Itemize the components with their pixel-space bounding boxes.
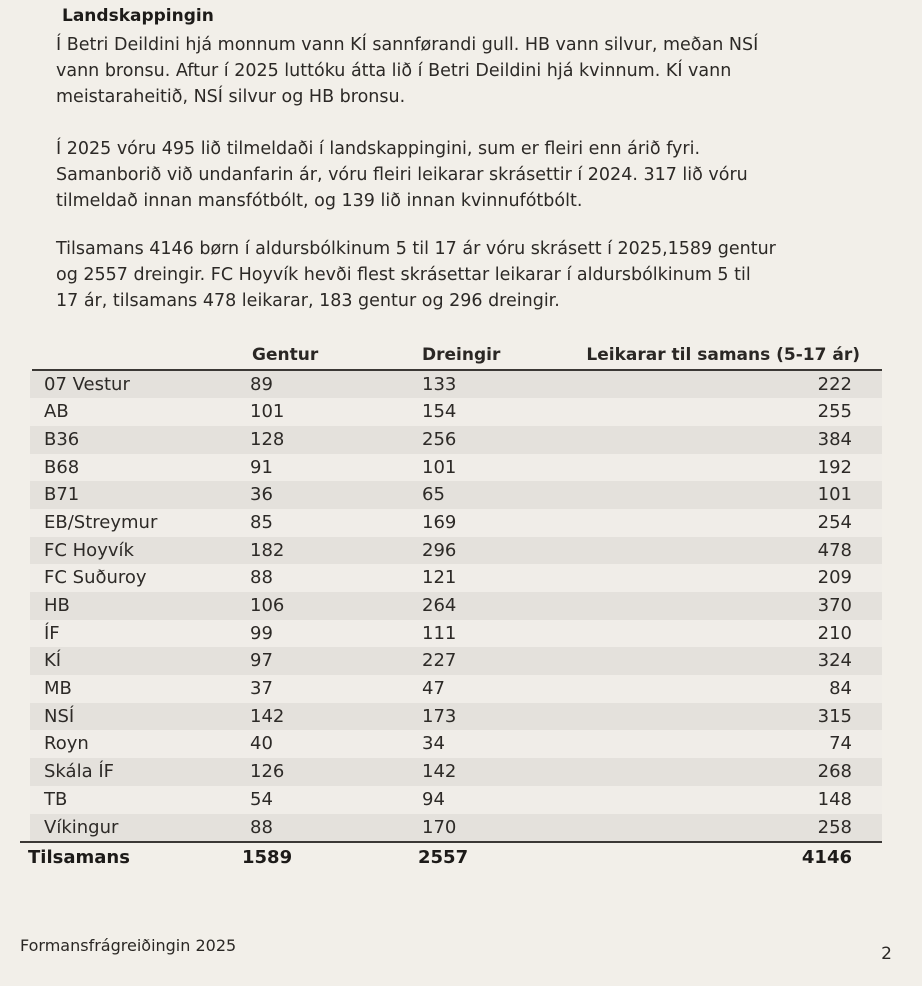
boys-count: 256: [422, 428, 457, 450]
girls-count: 99: [250, 622, 273, 644]
table-row: [30, 454, 882, 482]
boys-count: 227: [422, 650, 457, 672]
players-table: [30, 343, 882, 873]
table-row: [30, 592, 882, 620]
total-count: 192: [817, 456, 852, 478]
boys-count: 142: [422, 761, 457, 783]
table-row: [30, 537, 882, 565]
boys-count: 47: [422, 678, 445, 700]
club-name: FC Hoyvík: [44, 539, 134, 561]
girls-count: 101: [250, 401, 285, 423]
total-label: Tilsamans: [28, 846, 130, 868]
girls-count: 142: [250, 705, 285, 727]
girls-count: 91: [250, 456, 273, 478]
girls-count: 106: [250, 595, 285, 616]
paragraph-line: Tilsamans 4146 børn í aldursbólkinum 5 til 17 ár vóru skrásett í 2025,1589 gentur: [56, 239, 776, 259]
club-name: B71: [44, 484, 80, 506]
girls-count: 88: [250, 816, 273, 838]
total-count: 315: [817, 705, 852, 727]
club-name: HB: [44, 595, 70, 616]
table-row: [30, 564, 882, 592]
club-name: Víkingur: [44, 816, 119, 838]
club-name: AB: [44, 401, 69, 423]
boys-count: 94: [422, 788, 445, 810]
girls-count: 85: [250, 511, 273, 533]
total-count: 84: [829, 678, 852, 700]
total-count: 324: [817, 650, 852, 672]
paragraph-league-results: [56, 32, 876, 110]
table-row: [30, 647, 882, 675]
club-name: MB: [44, 678, 72, 700]
club-name: 07 Vestur: [44, 373, 130, 395]
girls-count: 37: [250, 678, 273, 700]
total-count: 210: [817, 622, 852, 644]
table-row: [30, 814, 882, 842]
paragraph-line: vann bronsu. Aftur í 2025 luttóku átta lið í Betri Deildini hjá kvinnum. KÍ vann: [56, 61, 732, 81]
table-total-row: [30, 843, 882, 873]
paragraph-line: tilmeldað innan mansfótbólt, og 139 lið innan kvinnufótbólt.: [56, 191, 583, 211]
club-name: Skála ÍF: [44, 761, 114, 783]
total-players: 4146: [801, 846, 852, 868]
club-name: TB: [44, 788, 68, 810]
total-count: 222: [817, 373, 852, 395]
boys-count: 169: [422, 511, 457, 533]
total-count: 478: [817, 539, 852, 561]
section-heading: Landskappingin: [62, 6, 214, 26]
total-count: 268: [817, 761, 852, 783]
boys-count: 296: [422, 539, 457, 561]
boys-count: 154: [422, 401, 457, 423]
table-row: [30, 398, 882, 426]
girls-count: 40: [250, 733, 273, 755]
girls-count: 89: [250, 373, 273, 395]
total-count: 370: [817, 595, 852, 616]
total-girls: 1589: [242, 846, 293, 868]
girls-count: 36: [250, 484, 273, 506]
total-count: 209: [817, 567, 852, 589]
girls-count: 126: [250, 761, 285, 783]
boys-count: 133: [422, 373, 457, 395]
paragraph-line: 17 ár, tilsamans 478 leikarar, 183 gentur og 296 dreingir.: [56, 291, 560, 311]
boys-count: 264: [422, 595, 457, 616]
total-count: 384: [817, 428, 852, 450]
table-row: [30, 371, 882, 399]
table-row: [30, 758, 882, 786]
table-body: [30, 371, 882, 842]
paragraph-line: Samanborið við undanfarin ár, vóru fleiri leikarar skrásettir í 2024. 317 lið vóru: [56, 165, 748, 185]
total-count: 254: [817, 511, 852, 533]
girls-count: 54: [250, 788, 273, 810]
total-count: 148: [817, 788, 852, 810]
girls-count: 88: [250, 567, 273, 589]
page-number: 2: [881, 944, 892, 964]
club-name: KÍ: [44, 650, 62, 672]
total-count: 101: [817, 484, 852, 506]
girls-count: 182: [250, 539, 285, 561]
total-count: 255: [817, 401, 852, 423]
club-name: Royn: [44, 733, 89, 755]
club-name: ÍF: [44, 622, 60, 644]
boys-count: 34: [422, 733, 445, 755]
boys-count: 173: [422, 705, 457, 727]
total-boys: 2557: [418, 846, 469, 868]
club-name: B68: [44, 456, 80, 478]
boys-count: 121: [422, 567, 457, 589]
club-name: FC Suðuroy: [44, 567, 147, 589]
table-header: [30, 343, 882, 369]
girls-count: 97: [250, 650, 273, 672]
header-girls: Gentur: [252, 345, 319, 365]
header-total-players: Leikarar til samans (5-17 ár): [586, 345, 860, 365]
table-row: [30, 509, 882, 537]
boys-count: 101: [422, 456, 457, 478]
club-name: EB/Streymur: [44, 511, 158, 533]
paragraph-line: Í Betri Deildini hjá monnum vann KÍ sannførandi gull. HB vann silvur, meðan NSÍ: [56, 35, 759, 55]
paragraph-line: og 2557 dreingir. FC Hoyvík hevði flest skrásettar leikarar í aldursbólkinum 5 til: [56, 265, 751, 285]
paragraph-line: Í 2025 vóru 495 lið tilmeldaði í landskappingini, sum er fleiri enn árið fyri.: [56, 139, 701, 159]
total-count: 258: [817, 816, 852, 838]
boys-count: 170: [422, 816, 457, 838]
header-boys: Dreingir: [422, 345, 501, 365]
boys-count: 65: [422, 484, 445, 506]
table-row: [30, 703, 882, 731]
table-row: [30, 786, 882, 814]
club-name: NSÍ: [44, 705, 75, 727]
total-count: 74: [829, 733, 852, 755]
table-row: [30, 620, 882, 648]
paragraph-line: meistaraheitið, NSÍ silvur og HB bronsu.: [56, 87, 406, 107]
table-row: [30, 481, 882, 509]
boys-count: 111: [422, 622, 457, 644]
table-row: [30, 730, 882, 758]
girls-count: 128: [250, 428, 285, 450]
table-row: [30, 426, 882, 454]
club-name: B36: [44, 428, 80, 450]
paragraph-team-registrations: [56, 136, 876, 214]
table-row: [30, 675, 882, 703]
paragraph-youth-players: [56, 236, 876, 314]
footer-title: Formansfrágreiðingin 2025: [20, 936, 237, 955]
